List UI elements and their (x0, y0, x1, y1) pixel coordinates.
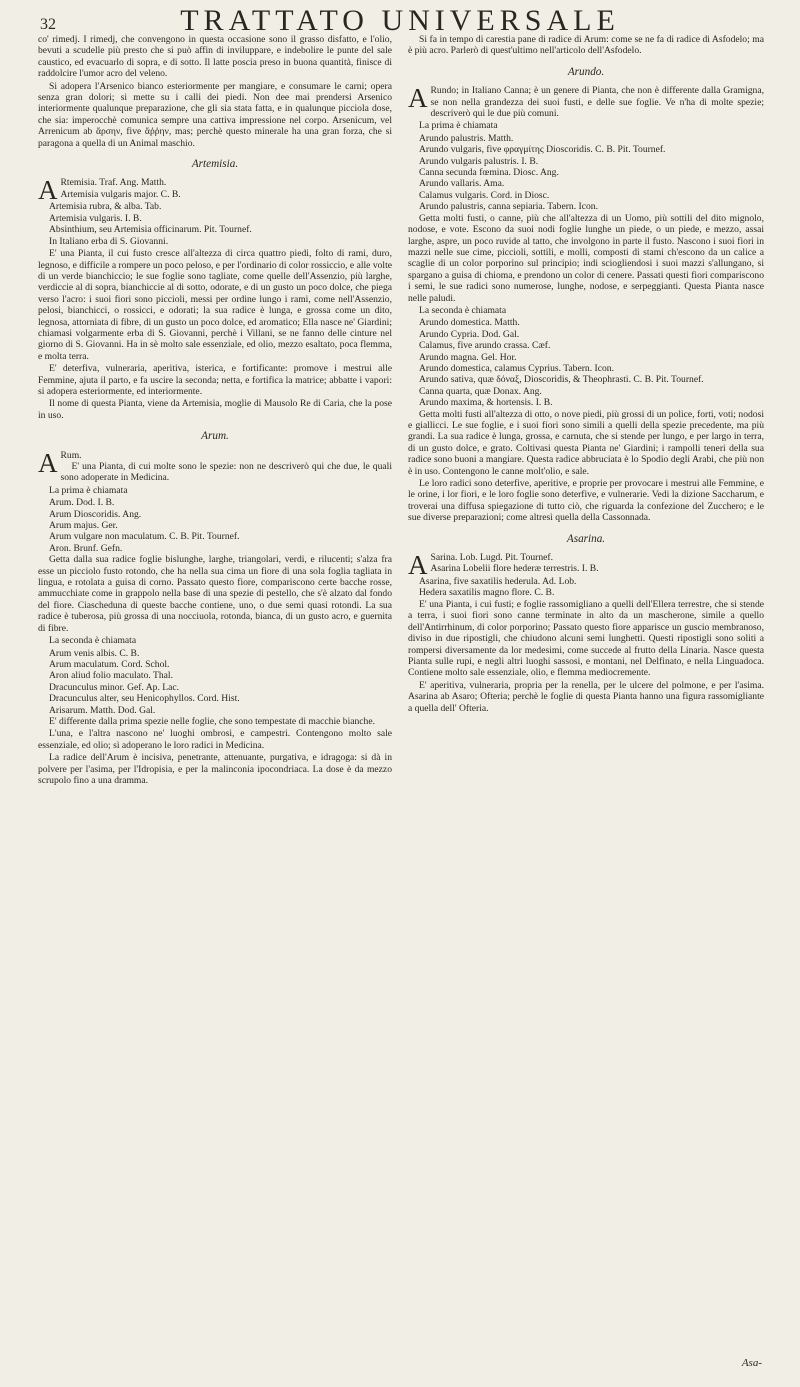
paragraph: Il nome di questa Pianta, viene da Artemisia, moglie di Mausolo Re di Caria, che la pose in uso. (38, 398, 392, 421)
synonym: Artemisia vulgaris. I. B. (49, 212, 142, 224)
synonym: Calamus, five arundo crassa. Cæf. (419, 340, 551, 352)
paragraph: E' una Pianta, i cui fusti; e foglie rassomigliano a quelli dell'Ellera terrestre, che si stende a terra, i suoi fiori sono canne terminate in alto da un mascherone, simile a quello dell'Antirrhinum, di color porporino; Passato questo fiore apparisce un guscio membranoso, diviso in due ripostigli, che chiudono alcuni semi lunghetti. Questi ripostigli sono soliti a rompersi diversamente da lor medesimi, come succede al frutto della Linaria. Nasce questa Pianta sulle rupi, e negli altri luoghi sassosi, e montani, nel Delfinato, e nella Linguadoca. Contiene molto sale essenziale, olio, e flemma mediocremente. (408, 598, 764, 679)
synonym: Artemisia vulgaris major. C. B. (60, 188, 181, 200)
paragraph: E' una Pianta, di cui molte sono le spezie: non ne descriverò qui che due, le quali sono adoperate in Medicina. (60, 461, 392, 484)
paragraph: Si adopera l'Arsenico bianco esteriormente per mangiare, e consumare le carni; opera senza gran dolori; si mette su i calli dei piedi. Non dee mai prendersi Arsenico interiormente qualunque preparazione, che gli sia stata fatta, e in qualunque picciola dose, che sia: imperocchè comunica sempre una cattiva impressione nel corpo. Arsenicum, vel Arrenicum ab ἄρσην, five ἄῤῥην, mas; perchè questo minerale ha una gran forza, che si paragona a quella di un Animal maschio. (38, 80, 392, 149)
paragraph: co' rimedj. I rimedj, che convengono in questa occasione sono il grasso disfatto, e l'olio, bevuti a scudelle più presto che si può affin di inviluppare, e indebolire le punte del sale caustico, ed evacuarlo di sopra, e di sotto. Il latte poscia preso in buona quantità, finisce di raddolcire l'umor acro del veleno. (38, 34, 392, 80)
synonym: Hedera saxatilis magno flore. C. B. (419, 587, 555, 599)
dropcap: A (38, 447, 58, 478)
page-number: 32 (40, 16, 56, 33)
synonym: Asarina Lobelii flore hederæ terrestris. I. B. (430, 563, 599, 575)
paragraph: Si fa in tempo di carestia pane di radice di Arum: come se ne fa di radice di Asfodelo; ma è più acro. Parlerò di quest'ultimo nell'articolo dell'Asfodelo. (408, 34, 764, 57)
paragraph: E' deterfiva, vulneraria, aperitiva, isterica, e fortificante: promove i mestrui alle Femmine, ajuta il parto, e fa uscire la seconda; netta, e fortifica la matrice; abbatte i vapori: si adopera esteriormente, ed interiormente. (38, 363, 392, 397)
synonym: Rum. (60, 449, 82, 461)
right-column (408, 34, 764, 1379)
synonym: Dracunculus alter, seu Henicophyllos. Cord. Hist. (49, 693, 240, 705)
synonym: Arundo domestica, calamus Cyprius. Tabern. Icon. (419, 362, 614, 374)
synonym: Arisarum. Matth. Dod. Gal. (49, 704, 156, 716)
synonym: Arundo vulgaris, five φραγμίτης Dioscoridis. C. B. Pit. Tournef. (419, 144, 666, 156)
synonym: Arum maculatum. Cord. Schol. (49, 658, 170, 670)
synonym: Calamus vulgaris. Cord. in Diosc. (419, 189, 550, 201)
synonym: Arum vulgare non maculatum. C. B. Pit. Tournef. (49, 531, 240, 543)
synonym: Arundo maxima, & hortensis. I. B. (419, 397, 553, 409)
paragraph: E' aperitiva, vulneraria, propria per la renella, per le ulcere del polmone, e per l'asima. Asarina ab Asaro; Ofteria; perchè le foglie di questa Pianta hanno una figura rassomigliante a quella dell' Ofteria. (408, 679, 764, 714)
synonym: Dracunculus minor. Gef. Ap. Lac. (49, 681, 180, 693)
synonym: Arundo vallaris. Ama. (419, 178, 505, 190)
paragraph: E' differente dalla prima spezie nelle foglie, che sono tempestate di macchie bianche. (49, 715, 375, 727)
synonym: Canna secunda fœmina. Diosc. Ang. (419, 167, 559, 179)
section-title-artemisia: Artemisia. (191, 158, 239, 171)
synonym: Aron. Brunf. Gefn. (49, 542, 123, 554)
synonym: Asarina, five saxatilis hederula. Ad. Lob. (419, 576, 577, 588)
paragraph: La radice dell'Arum è incisiva, penetrante, attenuante, purgativa, e idragoga: si dà in polvere per l'asima, per l'Idropisia, e per la malinconia ipocondriaca. La dose è da mezzo scrupolo fino a una dramma. (38, 752, 392, 786)
synonym: Arum. Dod. I. B. (49, 497, 115, 509)
synonym: Arum majus. Ger. (49, 520, 118, 532)
paragraph: L'una, e l'altra nascono ne' luoghi ombrosi, e campestri. Contengono molto sale essenziale, ed olio; sì adoperano le loro radici in Medicina. (38, 728, 392, 751)
dropcap: A (408, 83, 428, 114)
synonym: Arundo vulgaris palustris. I. B. (419, 155, 539, 167)
synonym: Arundo domestica. Matth. (419, 317, 520, 329)
paragraph: Le loro radici sono deterfive, aperitive, e proprie per provocare i mestrui alle Femmine, e le orine, i lor fiori, e le loro foglie sono deterfive, e vulnerarie. Vedi la dizione Saccharum, e troverai una diffusa spiegazione di tutto ciò, che riguarda la confezione del Zucchero; e le sue diverse preparazioni; come altresì quella della Cassonnada. (408, 478, 764, 524)
synonym: Absinthium, seu Artemisia officinarum. Pit. Tournef. (49, 224, 252, 236)
synonym: Arundo magna. Gel. Hor. (419, 351, 517, 363)
section-title-arundo: Arundo. (567, 65, 605, 78)
paragraph: Rundo; in Italiano Canna; è un genere di Pianta, che non è differente dalla Gramigna, se non nella grandezza dei suoi fusti, e delle sue foglie. Ve n'ha di molte spezie; descriverò qui le due più comuni. (430, 85, 764, 120)
synonym: Sarina. Lob. Lugd. Pit. Tournef. (430, 552, 554, 564)
paragraph: Getta molti fusti, o canne, più che all'altezza di un Uomo, più sottili del dito mignolo, nodose, e vote. Escono da suoi nodi foglie lunghe un piede, o un piede, e mezzo, assai larghe, aspre, un poco ruvide al tatto, che involgono in parte il fusto. Nascono i suoi fiori in mazzi nelle sue cime, piccioli, sottili, e molli, composti di stami ch'escono da un calice a scaglie di un color porporino sul principio; indi sciogliendosi i suoi mazzi s'allungano, si spargano a guisa di chioma, e prendono un color di cenere. Passati questi fiori compariscono i semi, le sue radici sono numerose, lunghe, nodose, e serpeggianti. Questa Pianta nasce nelle paludi. (408, 212, 764, 304)
section-title-asarina: Asarina. (566, 532, 606, 545)
left-column (38, 34, 392, 1379)
paragraph: E' una Pianta, il cui fusto cresce all'altezza di circa quattro piedi, folto di rami, duro, legnoso, e difficile a rompere un poco peloso, e per l'ordinario di color rossiccio, e alle volte di un verde bianchiccio; le sue foglie sono tagliate, come quelle dell'Assenzio, più larghe, verdiccie al di sopra, bianchiccie al di sotto, odorate, e di un gusto un poco dolce, che piega verso l'acro: i suoi fiori sono piccioli, messi per ordine lungo i rami, come nell'Assenzio, pelosi, bianchicci, o rossicci, e odorati; la sua radice è lunga, e grossa come un dito, legnosa, attorniata di fibre, di un gusto un poco dolce, ed aromatico; Ella nasce ne' Giardini; chiamasi volgarmente erba di S. Giovanni, perchè i Villani, se ne fanno delle cinture nel giorno di S. Giovanni. Ha in sè molto sale essenziale, ed olio, mezzo esaltato, poca flemma, e molta terra. (38, 248, 392, 362)
paragraph: La prima è chiamata (419, 120, 498, 132)
synonym: Arum Dioscoridis. Ang. (49, 508, 142, 520)
paragraph: La seconda è chiamata (419, 304, 507, 316)
paragraph: Getta molti fusti all'altezza di otto, o nove piedi, più grossi di un police, forti, voti; nodosi e giallicci. Le sue foglie, e i suoi fiori sono simili a quelli della spezie precedente, ma più grandi. La sua radice è lunga, grossa, e carnuta, che si stende per lungo, e per largo in terra, di un gusto dolce, e grato. Coltivasi questa Pianta ne' Giardini; i rampolli teneri della sua radice sono buoni a mangiare. Questa radice abbruciata è lo Spodio degli Arabi, che più non è in uso. Contengono le canne molt'olio, e sale. (408, 408, 764, 477)
section-title-arum: Arum. (201, 430, 229, 443)
synonym: Arundo palustris. Matth. (419, 132, 514, 144)
paragraph: In Italiano erba di S. Giovanni. (49, 235, 169, 247)
synonym: Arundo Cypria. Dod. Gal. (419, 328, 520, 340)
paragraph: La seconda è chiamata (49, 635, 137, 647)
dropcap: A (408, 550, 428, 581)
synonym: Aron aliud folio maculato. Thal. (49, 670, 173, 682)
synonym: Rtemisia. Traf. Ang. Matth. (60, 177, 167, 189)
synonym: Arundo palustris, canna sepiaria. Tabern. Icon. (419, 201, 598, 213)
synonym: Artemisia rubra, & alba. Tab. (49, 201, 162, 213)
running-title: TRATTATO UNIVERSALE (180, 4, 620, 37)
synonym: Arundo sativa, quæ δόναξ, Dioscoridis, & Theophrasti. C. B. Pit. Tournef. (419, 374, 704, 386)
dropcap: A (38, 175, 58, 206)
paragraph: La prima è chiamata (49, 484, 128, 496)
paragraph: Getta dalla sua radice foglie bislunghe, larghe, triangolari, verdi, e rilucenti; s'alza fra esse un picciolo fusto rotondo, che ha nella sua cima un fiore di una sola foglia tagliata in lingua, e rotolata a guisa di corno. Passato questo fiore, compariscono certe bacche rosse, ammucchiate come in grappolo nella base di una spezie di pestello, che s'è alzato dal fondo del fiore. Ciascheduna di queste bacche contiene, uno, o due semi quasi rotondi. La sua radice è tuberosa, più grossa di una nocciuola, rotonda, bianca, di un gusto acro, e guernita di fibre. (38, 554, 392, 634)
synonym: Arum venis albis. C. B. (49, 647, 140, 659)
catchword: Asa- (741, 1357, 762, 1369)
synonym: Canna quarta, quæ Donax. Ang. (419, 385, 542, 397)
